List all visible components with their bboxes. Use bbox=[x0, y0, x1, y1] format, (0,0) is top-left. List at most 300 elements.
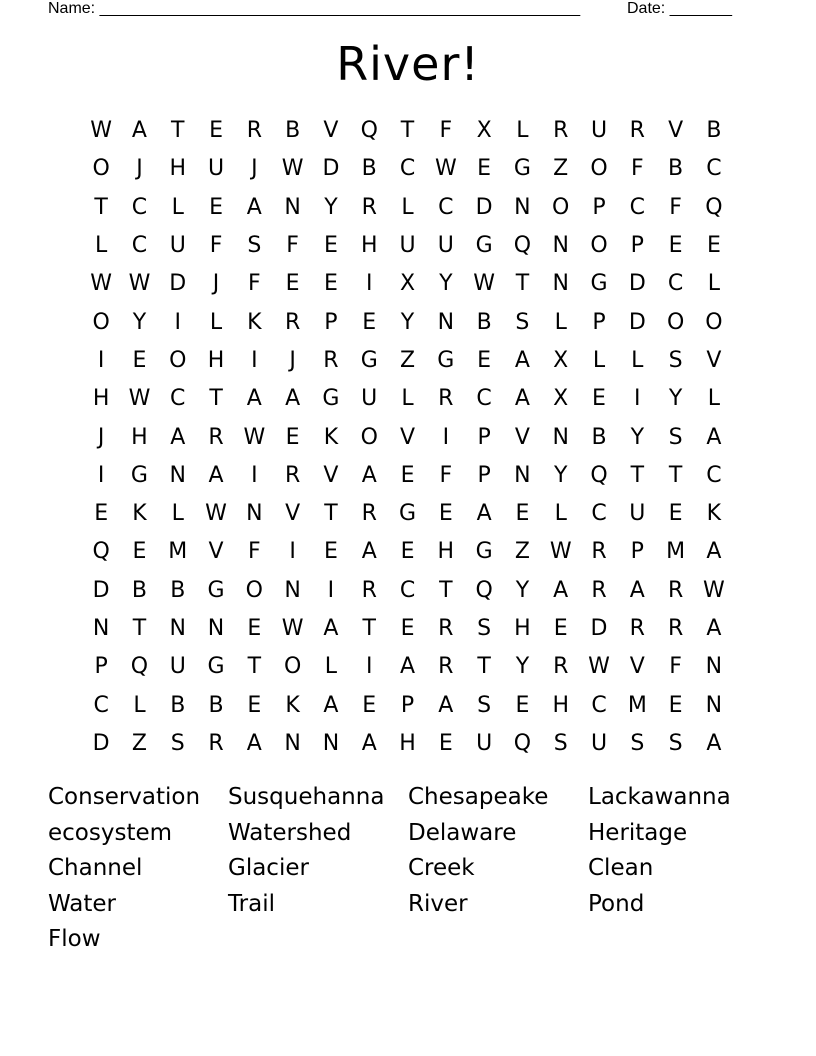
grid-letter[interactable]: G bbox=[475, 539, 493, 565]
grid-letter[interactable]: A bbox=[706, 424, 722, 450]
grid-letter[interactable]: E bbox=[668, 233, 683, 259]
grid-letter[interactable]: N bbox=[437, 309, 455, 335]
grid-letter[interactable]: B bbox=[706, 118, 722, 144]
grid-letter[interactable]: N bbox=[246, 501, 263, 527]
grid-letter[interactable]: T bbox=[362, 616, 376, 641]
grid-letter[interactable]: I bbox=[174, 309, 181, 335]
grid-letter[interactable]: R bbox=[629, 616, 645, 641]
grid-letter[interactable]: N bbox=[322, 730, 340, 756]
grid-letter[interactable]: U bbox=[590, 118, 608, 144]
grid-letter[interactable]: N bbox=[514, 462, 531, 488]
grid-letter[interactable]: G bbox=[590, 271, 608, 297]
grid-letter[interactable]: W bbox=[128, 386, 151, 412]
grid-letter[interactable]: I bbox=[289, 539, 296, 565]
grid-letter[interactable]: R bbox=[323, 347, 339, 373]
grid-letter[interactable]: Y bbox=[439, 271, 453, 297]
grid-letter[interactable]: C bbox=[131, 194, 148, 220]
grid-letter[interactable]: I bbox=[97, 462, 105, 488]
grid-letter[interactable]: D bbox=[92, 577, 110, 603]
grid-letter[interactable]: Q bbox=[475, 577, 493, 603]
grid-letter[interactable]: O bbox=[590, 156, 608, 182]
grid-letter[interactable]: Y bbox=[668, 386, 683, 412]
grid-letter[interactable]: R bbox=[361, 577, 377, 603]
grid-letter[interactable]: A bbox=[170, 424, 186, 450]
grid-letter[interactable]: C bbox=[438, 194, 454, 220]
grid-row bbox=[82, 686, 734, 724]
grid-letter[interactable]: W bbox=[90, 118, 113, 144]
grid-letter[interactable]: D bbox=[628, 271, 646, 297]
grid-letter[interactable]: C bbox=[667, 271, 684, 297]
grid-letter[interactable]: T bbox=[132, 616, 147, 641]
grid-letter[interactable]: N bbox=[552, 233, 569, 259]
grid-letter[interactable]: U bbox=[169, 233, 186, 259]
grid-letter[interactable]: I bbox=[97, 347, 105, 373]
grid-letter[interactable]: D bbox=[628, 309, 646, 335]
grid-letter[interactable]: R bbox=[629, 118, 645, 144]
grid-letter[interactable]: A bbox=[208, 462, 224, 488]
grid-letter[interactable]: E bbox=[668, 692, 683, 718]
grid-row bbox=[82, 572, 734, 610]
grid-letter[interactable]: T bbox=[439, 577, 453, 603]
grid-letter[interactable]: C bbox=[476, 386, 492, 412]
grid-letter[interactable]: L bbox=[133, 692, 146, 718]
grid-letter[interactable]: B bbox=[285, 118, 301, 144]
grid-letter[interactable]: G bbox=[360, 347, 378, 373]
grid-letter[interactable]: U bbox=[476, 730, 493, 756]
grid-letter[interactable]: E bbox=[362, 692, 377, 718]
grid-letter[interactable]: L bbox=[401, 386, 414, 412]
grid-letter[interactable]: P bbox=[477, 462, 491, 488]
grid-letter[interactable]: S bbox=[170, 730, 185, 756]
grid-letter[interactable]: T bbox=[324, 501, 338, 527]
grid-letter[interactable]: H bbox=[169, 156, 187, 182]
grid-letter[interactable]: M bbox=[168, 539, 188, 565]
grid-letter[interactable]: A bbox=[361, 730, 377, 756]
grid-letter[interactable]: R bbox=[667, 577, 684, 603]
grid-letter[interactable]: U bbox=[361, 386, 378, 412]
grid-letter[interactable]: N bbox=[207, 616, 225, 641]
grid-letter[interactable]: B bbox=[170, 692, 186, 718]
grid-letter[interactable]: I bbox=[251, 462, 258, 488]
grid-letter[interactable]: E bbox=[285, 424, 300, 450]
grid-letter[interactable]: N bbox=[514, 194, 531, 220]
grid-letter[interactable]: B bbox=[591, 424, 607, 450]
grid-letter[interactable]: Y bbox=[132, 309, 147, 335]
grid-letter[interactable]: X bbox=[553, 347, 569, 373]
grid-letter[interactable]: F bbox=[669, 654, 682, 680]
grid-letter[interactable]: R bbox=[246, 118, 262, 144]
grid-letter[interactable]: C bbox=[591, 692, 607, 718]
grid-letter[interactable]: P bbox=[324, 309, 338, 335]
grid-letter[interactable]: R bbox=[591, 577, 607, 603]
grid-letter[interactable]: A bbox=[553, 577, 569, 603]
grid-letter[interactable]: C bbox=[93, 692, 109, 718]
grid-letter[interactable]: Q bbox=[590, 462, 608, 488]
word-list-item: Lackawanna bbox=[588, 784, 731, 810]
grid-letter[interactable]: V bbox=[208, 539, 224, 565]
grid-letter[interactable]: O bbox=[245, 577, 263, 603]
grid-letter[interactable]: L bbox=[554, 309, 567, 335]
grid-letter[interactable]: Q bbox=[92, 539, 110, 565]
grid-letter[interactable]: E bbox=[477, 156, 492, 182]
grid-letter[interactable]: R bbox=[591, 539, 607, 565]
grid-letter[interactable]: J bbox=[289, 347, 296, 373]
grid-letter[interactable]: N bbox=[705, 692, 723, 718]
grid-letter[interactable]: U bbox=[399, 233, 416, 259]
grid-letter[interactable]: I bbox=[365, 271, 373, 297]
grid-letter[interactable]: B bbox=[476, 309, 492, 335]
grid-letter[interactable]: I bbox=[634, 386, 641, 412]
grid-letter[interactable]: L bbox=[324, 654, 338, 680]
grid-letter[interactable]: X bbox=[399, 271, 416, 297]
grid-letter[interactable]: A bbox=[246, 730, 262, 756]
grid-letter[interactable]: P bbox=[400, 692, 415, 718]
grid-letter[interactable]: Y bbox=[400, 309, 415, 335]
grid-letter[interactable]: E bbox=[94, 501, 109, 527]
grid-letter[interactable]: Z bbox=[399, 347, 416, 373]
grid-letter[interactable]: S bbox=[553, 730, 568, 756]
grid-letter[interactable]: F bbox=[248, 539, 261, 565]
grid-letter[interactable]: B bbox=[131, 577, 147, 603]
grid-letter[interactable]: W bbox=[549, 539, 572, 565]
grid-letter[interactable]: I bbox=[327, 577, 335, 603]
grid-letter[interactable]: Z bbox=[131, 730, 147, 756]
grid-letter[interactable]: D bbox=[169, 271, 187, 297]
grid-letter[interactable]: C bbox=[706, 462, 722, 488]
grid-letter[interactable]: K bbox=[285, 692, 300, 718]
grid-letter[interactable]: T bbox=[668, 462, 683, 488]
grid-letter[interactable]: A bbox=[438, 692, 454, 718]
grid-letter[interactable]: A bbox=[361, 539, 377, 565]
grid-letter[interactable]: P bbox=[630, 233, 644, 259]
grid-letter[interactable]: R bbox=[553, 654, 569, 680]
grid-letter[interactable]: S bbox=[668, 347, 683, 373]
grid-letter[interactable]: U bbox=[207, 156, 225, 182]
grid-letter[interactable]: S bbox=[477, 616, 492, 641]
grid-letter[interactable]: E bbox=[247, 616, 262, 641]
page-title: River! bbox=[336, 37, 480, 91]
grid-letter[interactable]: O bbox=[92, 309, 110, 335]
grid-letter[interactable]: L bbox=[95, 233, 108, 259]
grid-letter[interactable]: L bbox=[631, 347, 644, 373]
grid-letter[interactable]: A bbox=[246, 386, 262, 412]
grid-letter[interactable]: W bbox=[205, 501, 227, 527]
grid-letter[interactable]: C bbox=[170, 386, 186, 412]
grid-letter[interactable]: F bbox=[439, 462, 453, 488]
grid-letter[interactable]: H bbox=[514, 616, 531, 641]
grid-letter[interactable]: E bbox=[553, 616, 568, 641]
grid-letter[interactable]: V bbox=[629, 654, 645, 680]
grid-letter[interactable]: W bbox=[243, 424, 266, 450]
grid-letter[interactable]: X bbox=[553, 386, 569, 412]
grid-letter[interactable]: Y bbox=[515, 577, 530, 603]
grid-letter[interactable]: L bbox=[707, 386, 721, 412]
grid-letter[interactable]: K bbox=[132, 501, 147, 527]
grid-letter[interactable]: J bbox=[97, 424, 105, 450]
grid-letter[interactable]: Q bbox=[705, 194, 723, 220]
word-list-item: Delaware bbox=[408, 819, 517, 846]
grid-letter[interactable]: K bbox=[706, 501, 722, 527]
grid-letter[interactable]: G bbox=[207, 654, 225, 680]
date-field[interactable]: Date: _______ bbox=[627, 0, 732, 17]
grid-letter[interactable]: W bbox=[281, 616, 304, 641]
grid-letter[interactable]: W bbox=[703, 577, 725, 603]
grid-letter[interactable]: E bbox=[515, 692, 530, 718]
grid-letter[interactable]: G bbox=[475, 233, 493, 259]
grid-letter[interactable]: F bbox=[286, 233, 299, 259]
grid-letter[interactable]: K bbox=[323, 424, 339, 450]
grid-letter[interactable]: A bbox=[514, 347, 530, 373]
grid-letter[interactable]: R bbox=[438, 386, 454, 412]
grid-letter[interactable]: A bbox=[323, 616, 339, 641]
grid-letter[interactable]: V bbox=[706, 347, 722, 373]
grid-letter[interactable]: U bbox=[629, 501, 646, 527]
grid-letter[interactable]: N bbox=[169, 616, 186, 641]
grid-letter[interactable]: A bbox=[323, 692, 339, 718]
grid-letter[interactable]: N bbox=[92, 616, 110, 641]
grid-letter[interactable]: S bbox=[247, 233, 262, 259]
grid-letter[interactable]: S bbox=[630, 730, 645, 756]
grid-letter[interactable]: E bbox=[209, 118, 223, 144]
grid-letter[interactable]: C bbox=[131, 233, 148, 259]
grid-letter[interactable]: R bbox=[361, 501, 377, 527]
grid-letter[interactable]: F bbox=[209, 233, 223, 259]
grid-letter[interactable]: G bbox=[398, 501, 417, 527]
grid-letter[interactable]: A bbox=[476, 501, 492, 527]
word-list-item: Chesapeake bbox=[408, 784, 549, 810]
grid-letter[interactable]: D bbox=[475, 194, 493, 220]
grid-letter[interactable]: Y bbox=[324, 194, 338, 220]
grid-row bbox=[82, 457, 734, 495]
grid-letter[interactable]: G bbox=[207, 577, 225, 603]
grid-letter[interactable]: J bbox=[212, 271, 220, 297]
grid-letter[interactable]: T bbox=[209, 386, 223, 412]
grid-letter[interactable]: F bbox=[439, 118, 453, 144]
grid-letter[interactable]: D bbox=[92, 730, 110, 756]
grid-letter[interactable]: E bbox=[362, 309, 377, 335]
grid-letter[interactable]: G bbox=[437, 347, 455, 373]
grid-letter[interactable]: C bbox=[629, 194, 645, 220]
grid-letter[interactable]: M bbox=[666, 539, 686, 565]
grid-letter[interactable]: N bbox=[705, 654, 723, 680]
grid-letter[interactable]: N bbox=[284, 730, 301, 756]
grid-letter[interactable]: V bbox=[323, 462, 339, 488]
grid-letter[interactable]: H bbox=[437, 539, 455, 565]
grid-letter[interactable]: R bbox=[361, 194, 377, 220]
grid-letter[interactable]: C bbox=[591, 501, 607, 527]
grid-letter[interactable]: N bbox=[284, 194, 301, 220]
grid-letter[interactable]: U bbox=[437, 233, 454, 259]
grid-letter[interactable]: A bbox=[706, 616, 722, 641]
grid-letter[interactable]: W bbox=[90, 271, 113, 297]
grid-letter[interactable]: I bbox=[251, 347, 258, 373]
grid-letter[interactable]: A bbox=[361, 462, 377, 488]
grid-letter[interactable]: G bbox=[322, 386, 340, 412]
grid-letter[interactable]: E bbox=[132, 347, 147, 373]
grid-letter[interactable]: L bbox=[592, 347, 606, 373]
grid-letter[interactable]: T bbox=[247, 654, 262, 680]
grid-letter[interactable]: J bbox=[251, 156, 258, 182]
grid-letter[interactable]: B bbox=[668, 156, 684, 182]
grid-letter[interactable]: U bbox=[590, 730, 608, 756]
grid-letter[interactable]: E bbox=[438, 501, 453, 527]
grid-letter[interactable]: W bbox=[434, 156, 457, 182]
grid-letter[interactable]: V bbox=[399, 424, 416, 450]
grid-letter[interactable]: S bbox=[477, 692, 492, 718]
grid-letter[interactable]: N bbox=[169, 462, 186, 488]
grid-letter[interactable]: E bbox=[323, 233, 338, 259]
grid-letter[interactable]: E bbox=[668, 501, 683, 527]
grid-letter[interactable]: I bbox=[442, 424, 450, 450]
grid-letter[interactable]: P bbox=[630, 539, 644, 565]
grid-letter[interactable]: L bbox=[171, 194, 184, 220]
grid-letter[interactable]: A bbox=[399, 654, 416, 680]
grid-letter[interactable]: T bbox=[171, 118, 185, 144]
grid-letter[interactable]: E bbox=[477, 347, 492, 373]
grid-letter[interactable]: Z bbox=[514, 539, 530, 565]
grid-letter[interactable]: E bbox=[285, 271, 300, 297]
grid-letter[interactable]: W bbox=[473, 271, 495, 297]
grid-letter[interactable]: R bbox=[208, 730, 224, 756]
grid-letter[interactable]: B bbox=[361, 156, 377, 182]
grid-letter[interactable]: W bbox=[588, 654, 610, 680]
grid-letter[interactable]: H bbox=[399, 730, 416, 756]
grid-letter[interactable]: T bbox=[515, 271, 530, 297]
grid-letter[interactable]: C bbox=[399, 156, 416, 182]
grid-letter[interactable]: T bbox=[94, 194, 108, 220]
grid-letter[interactable]: W bbox=[281, 156, 304, 182]
grid-letter[interactable]: Z bbox=[553, 156, 569, 182]
grid-letter[interactable]: S bbox=[668, 730, 683, 756]
grid-letter[interactable]: I bbox=[365, 654, 373, 680]
grid-letter[interactable]: A bbox=[629, 577, 645, 603]
grid-letter[interactable]: V bbox=[514, 424, 530, 450]
grid-letter[interactable]: E bbox=[323, 539, 338, 565]
grid-letter[interactable]: G bbox=[513, 156, 531, 182]
grid-letter[interactable]: A bbox=[246, 194, 262, 220]
grid-letter[interactable]: O bbox=[92, 156, 110, 182]
grid-letter[interactable]: O bbox=[283, 654, 302, 680]
grid-letter[interactable]: S bbox=[668, 424, 683, 450]
grid-letter[interactable]: A bbox=[706, 539, 722, 565]
grid-letter[interactable]: X bbox=[476, 118, 492, 144]
grid-letter[interactable]: L bbox=[554, 501, 567, 527]
grid-letter[interactable]: P bbox=[94, 654, 108, 680]
grid-letter[interactable]: F bbox=[248, 271, 261, 297]
grid-letter[interactable]: O bbox=[705, 309, 723, 335]
grid-letter[interactable]: Q bbox=[513, 233, 532, 259]
grid-letter[interactable]: N bbox=[552, 424, 569, 450]
grid-letter[interactable]: Y bbox=[515, 654, 530, 680]
grid-letter[interactable]: E bbox=[706, 233, 721, 259]
grid-letter[interactable]: O bbox=[360, 424, 378, 450]
grid-letter[interactable]: D bbox=[322, 156, 340, 182]
grid-letter[interactable]: E bbox=[132, 539, 147, 565]
grid-letter[interactable]: V bbox=[323, 118, 339, 144]
grid-letter[interactable]: H bbox=[131, 424, 148, 450]
grid-letter[interactable]: B bbox=[170, 577, 186, 603]
grid-letter[interactable]: H bbox=[207, 347, 225, 373]
grid-letter[interactable]: R bbox=[553, 118, 569, 144]
grid-letter[interactable]: D bbox=[590, 616, 608, 641]
grid-letter[interactable]: U bbox=[169, 654, 186, 680]
grid-letter[interactable]: O bbox=[169, 347, 187, 373]
grid-letter[interactable]: L bbox=[209, 309, 223, 335]
grid-letter[interactable]: T bbox=[630, 462, 645, 488]
grid-row bbox=[82, 342, 734, 380]
grid-letter[interactable]: R bbox=[438, 616, 454, 641]
grid-letter[interactable]: F bbox=[630, 156, 644, 182]
grid-letter[interactable]: L bbox=[707, 271, 721, 297]
name-field[interactable]: Name: ______________________________________________________ bbox=[48, 0, 581, 17]
grid-letter[interactable]: M bbox=[627, 692, 647, 718]
grid-letter[interactable]: N bbox=[284, 577, 301, 603]
grid-letter[interactable]: J bbox=[136, 156, 143, 182]
grid-letter[interactable]: E bbox=[438, 730, 453, 756]
grid-letter[interactable]: Q bbox=[513, 730, 532, 756]
grid-letter[interactable]: K bbox=[247, 309, 262, 335]
grid-letter[interactable]: V bbox=[668, 118, 684, 144]
grid-letter[interactable]: F bbox=[669, 194, 682, 220]
grid-letter[interactable]: V bbox=[285, 501, 301, 527]
grid-letter[interactable]: P bbox=[477, 424, 491, 450]
grid-letter[interactable]: Y bbox=[630, 424, 645, 450]
grid-row bbox=[82, 380, 734, 418]
grid-letter[interactable]: H bbox=[360, 233, 378, 259]
grid-letter[interactable]: T bbox=[400, 118, 415, 144]
grid-letter[interactable]: E bbox=[592, 386, 606, 412]
grid-letter[interactable]: E bbox=[323, 271, 338, 297]
grid-letter[interactable]: E bbox=[400, 616, 415, 641]
grid-letter[interactable]: A bbox=[131, 118, 147, 144]
grid-letter[interactable]: R bbox=[284, 462, 301, 488]
grid-letter[interactable]: O bbox=[666, 309, 685, 335]
grid-letter[interactable]: P bbox=[592, 309, 606, 335]
grid-letter[interactable]: G bbox=[130, 462, 148, 488]
grid-letter[interactable]: W bbox=[128, 271, 151, 297]
grid-letter[interactable]: L bbox=[516, 118, 529, 144]
grid-letter[interactable]: O bbox=[552, 194, 570, 220]
grid-letter[interactable]: E bbox=[400, 539, 415, 565]
grid-letter[interactable]: H bbox=[92, 386, 110, 412]
grid-letter[interactable]: S bbox=[515, 309, 530, 335]
grid-letter[interactable]: C bbox=[706, 156, 722, 182]
grid-letter[interactable]: H bbox=[552, 692, 569, 718]
grid-letter[interactable]: E bbox=[515, 501, 530, 527]
grid-letter[interactable]: N bbox=[552, 271, 569, 297]
grid-letter[interactable]: Q bbox=[360, 118, 378, 144]
grid-letter[interactable]: L bbox=[171, 501, 184, 527]
grid-letter[interactable]: A bbox=[514, 386, 530, 412]
grid-letter[interactable]: P bbox=[592, 194, 606, 220]
grid-letter[interactable]: E bbox=[247, 692, 262, 718]
grid-letter[interactable]: L bbox=[401, 194, 414, 220]
grid-letter[interactable]: C bbox=[399, 577, 416, 603]
grid-letter[interactable]: T bbox=[477, 654, 491, 680]
grid-letter[interactable]: R bbox=[208, 424, 224, 450]
grid-letter[interactable]: E bbox=[209, 194, 223, 220]
grid-letter[interactable]: E bbox=[400, 462, 415, 488]
grid-letter[interactable]: O bbox=[590, 233, 608, 259]
grid-letter[interactable]: R bbox=[667, 616, 684, 641]
grid-letter[interactable]: A bbox=[706, 730, 722, 756]
grid-letter[interactable]: Y bbox=[553, 462, 568, 488]
grid-letter[interactable]: A bbox=[285, 386, 301, 412]
grid-letter[interactable]: Q bbox=[130, 654, 149, 680]
grid-letter[interactable]: R bbox=[438, 654, 454, 680]
grid-letter[interactable]: R bbox=[284, 309, 301, 335]
grid-letter[interactable]: B bbox=[208, 692, 224, 718]
